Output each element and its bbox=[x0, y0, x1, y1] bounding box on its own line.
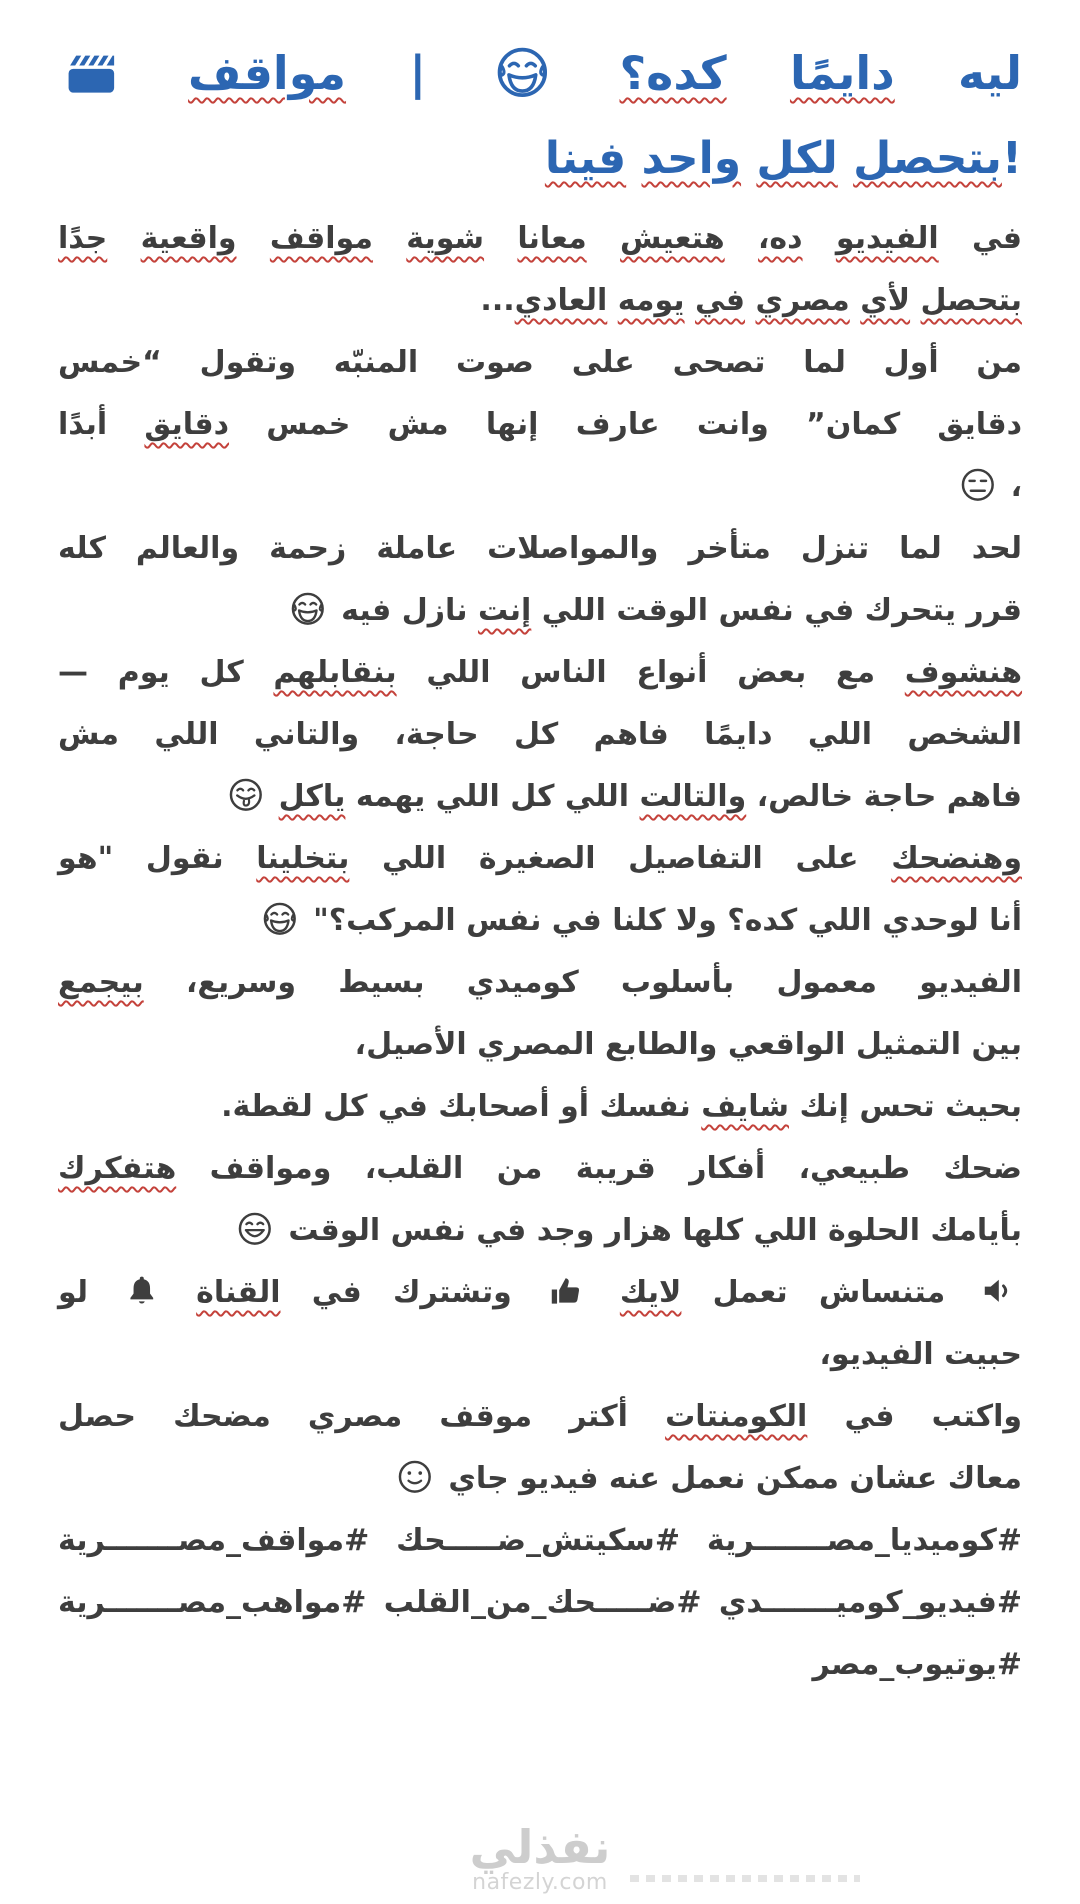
text-segment bbox=[850, 283, 860, 318]
text-segment: مع بعض أنواع الناس اللي bbox=[396, 655, 905, 690]
text-segment bbox=[587, 221, 620, 256]
text-segment bbox=[165, 1275, 196, 1310]
text-line bbox=[58, 1014, 1022, 1076]
misspelled-word: بتحصل bbox=[920, 283, 1022, 318]
text-line bbox=[58, 704, 1022, 766]
text-segment bbox=[745, 283, 755, 318]
text-segment: متنساش تعمل bbox=[681, 1275, 977, 1310]
text-segment bbox=[237, 221, 270, 256]
text-segment: على التفاصيل الصغيرة اللي bbox=[349, 841, 892, 876]
text-line bbox=[58, 1262, 1022, 1324]
text-line bbox=[58, 456, 1022, 518]
text-segment bbox=[741, 133, 756, 184]
misspelled-word: يومه bbox=[617, 283, 685, 318]
misspelled-word: معانا bbox=[517, 221, 587, 256]
face-tongue-icon bbox=[226, 775, 266, 815]
page-title bbox=[58, 34, 1022, 112]
face-smile-icon bbox=[395, 1457, 435, 1497]
misspelled-word: الفيديو bbox=[835, 221, 939, 256]
watermark-dots-decoration bbox=[630, 1875, 860, 1882]
misspelled-word: دايمًا bbox=[789, 46, 895, 100]
misspelled-word: مصري bbox=[755, 283, 850, 318]
misspelled-word: دقايق bbox=[144, 407, 230, 442]
misspelled-word: ياكل bbox=[278, 779, 346, 814]
misspelled-word: مواقف bbox=[269, 221, 373, 256]
text-segment bbox=[484, 221, 517, 256]
text-segment: بأيامك الحلوة اللي كلها هزار وجد في نفس الوقت bbox=[277, 1213, 1022, 1248]
watermark bbox=[0, 1820, 1080, 1896]
text-line bbox=[58, 1448, 1022, 1510]
text-line bbox=[58, 208, 1022, 270]
text-segment: حبيت الفيديو، bbox=[819, 1337, 1022, 1372]
text-segment bbox=[685, 283, 695, 318]
misspelled-word: هنشوف bbox=[904, 655, 1023, 690]
misspelled-word: كده؟ bbox=[619, 46, 727, 100]
description-body bbox=[58, 208, 1022, 1696]
text-segment: وتشترك في bbox=[280, 1275, 544, 1310]
text-line bbox=[58, 1324, 1022, 1386]
text-segment: نازل فيه bbox=[330, 593, 478, 628]
text-line bbox=[58, 394, 1022, 456]
text-line bbox=[58, 828, 1022, 890]
misspelled-word: وهنضحك bbox=[891, 841, 1022, 876]
misspelled-word: العادي bbox=[514, 283, 608, 318]
misspelled-word: القناة bbox=[196, 1275, 281, 1310]
text-segment: أكتر موقف مصري مضحك حصل bbox=[58, 1399, 666, 1434]
header bbox=[58, 34, 1022, 192]
text-line bbox=[58, 642, 1022, 704]
misspelled-word: لكل bbox=[756, 133, 838, 184]
misspelled-word: بتحصل bbox=[853, 133, 1002, 184]
text-segment bbox=[373, 221, 406, 256]
misspelled-word: هتعيش bbox=[620, 221, 725, 256]
text-line bbox=[58, 1386, 1022, 1448]
text-segment bbox=[838, 133, 853, 184]
text-line bbox=[58, 1200, 1022, 1262]
text-segment bbox=[607, 283, 617, 318]
text-segment: قرر يتحرك في نفس الوقت اللي bbox=[531, 593, 1022, 628]
text-segment: ، bbox=[1000, 469, 1022, 504]
text-segment: | bbox=[346, 46, 490, 100]
bell-icon bbox=[122, 1271, 162, 1311]
misspelled-word: واحد bbox=[641, 133, 742, 184]
text-line bbox=[58, 952, 1022, 1014]
text-segment bbox=[268, 779, 278, 814]
text-segment bbox=[803, 221, 836, 256]
text-line bbox=[58, 580, 1022, 642]
text-segment: #يوتيوب_مصر bbox=[812, 1647, 1022, 1682]
misspelled-word: ده، bbox=[758, 221, 803, 256]
text-segment: بحيث تحس إنك bbox=[789, 1089, 1022, 1124]
text-segment bbox=[725, 221, 758, 256]
text-segment bbox=[125, 46, 188, 100]
text-segment: #فيديو_كوميـــــــدي #ضـــــحك_من_القلب #مواهب_مصـــــــرية bbox=[58, 1585, 1022, 1620]
text-segment: ليه bbox=[894, 46, 1022, 100]
text-segment: أنا لوحدي اللي كده؟ ولا كلنا في نفس المركب؟" bbox=[302, 903, 1022, 938]
thumbs-up-icon bbox=[546, 1271, 586, 1311]
text-segment: ضحك طبيعي، أفكار قريبة من القلب، ومواقف bbox=[176, 1151, 1022, 1186]
misspelled-word: بيجمع bbox=[58, 965, 144, 1000]
face-joy-icon bbox=[288, 589, 328, 629]
misspelled-word: مواقف bbox=[188, 46, 347, 100]
misspelled-word: شوية bbox=[406, 221, 485, 256]
text-segment: ... bbox=[480, 283, 515, 318]
misspelled-word: واقعية bbox=[140, 221, 237, 256]
face-joy-icon bbox=[492, 42, 553, 103]
text-segment: #كوميديا_مصـــــــرية #سكيتش_ضـــــحك #مواقف_مصـــــــرية bbox=[58, 1523, 1022, 1558]
misspelled-word: هتفكرك bbox=[58, 1151, 177, 1186]
misspelled-word: شايف bbox=[701, 1089, 789, 1124]
misspelled-word: لايك bbox=[619, 1275, 682, 1310]
text-line bbox=[58, 332, 1022, 394]
misspelled-word: لأي bbox=[860, 283, 911, 318]
misspelled-word: في bbox=[695, 283, 746, 318]
text-segment: لحد لما تنزل متأخر والمواصلات عاملة زحمة والعالم كله bbox=[58, 531, 1022, 566]
watermark-logo: نفذلي bbox=[469, 1820, 611, 1874]
page-subtitle bbox=[58, 126, 1022, 192]
misspelled-word: بنقابلهم bbox=[273, 655, 397, 690]
face-grin-icon bbox=[235, 1209, 275, 1249]
text-segment bbox=[589, 1275, 620, 1310]
text-line bbox=[58, 270, 1022, 332]
text-segment bbox=[626, 133, 641, 184]
clapperboard-icon bbox=[61, 42, 122, 103]
text-segment: ! bbox=[1001, 133, 1022, 184]
text-segment: فاهم حاجة خالص، bbox=[746, 779, 1022, 814]
text-segment: أبدًا bbox=[58, 407, 145, 442]
text-segment bbox=[107, 221, 140, 256]
misspelled-word: بتخلينا bbox=[256, 841, 350, 876]
text-segment bbox=[727, 46, 790, 100]
watermark-domain: nafezly.com bbox=[472, 1870, 608, 1895]
text-segment: الفيديو معمول بأسلوب كوميدي بسيط وسريع، bbox=[143, 965, 1022, 1000]
text-line bbox=[58, 1510, 1022, 1572]
text-segment: لو bbox=[58, 1275, 120, 1310]
text-segment: كل يوم — bbox=[58, 655, 274, 690]
text-segment: الشخص اللي دايمًا فاهم كل حاجة، والتاني اللي مش bbox=[58, 717, 1022, 752]
text-segment: معاك عشان ممكن نعمل عنه فيديو جاي bbox=[437, 1461, 1022, 1496]
text-line bbox=[58, 1634, 1022, 1696]
misspelled-word: إنت bbox=[477, 593, 532, 628]
text-line bbox=[58, 1572, 1022, 1634]
text-segment: نقول "هو bbox=[58, 841, 257, 876]
text-line bbox=[58, 766, 1022, 828]
text-segment bbox=[556, 46, 619, 100]
misspelled-word: جدًا bbox=[58, 221, 108, 256]
text-segment: اللي كل اللي يهمه bbox=[345, 779, 640, 814]
speaker-icon bbox=[979, 1271, 1019, 1311]
text-segment: بين التمثيل الواقعي والطابع المصري الأصيل، bbox=[354, 1027, 1022, 1062]
face-joy-icon bbox=[260, 899, 300, 939]
text-line bbox=[58, 518, 1022, 580]
misspelled-word: فينا bbox=[544, 133, 627, 184]
misspelled-word: الكومنتات bbox=[665, 1399, 808, 1434]
text-segment: واكتب في bbox=[807, 1399, 1023, 1434]
text-segment bbox=[910, 283, 920, 318]
text-segment: من أول لما تصحى على صوت المنبّه وتقول “خمس bbox=[58, 345, 1022, 380]
text-line bbox=[58, 890, 1022, 952]
text-line bbox=[58, 1076, 1022, 1138]
misspelled-word: والتالت bbox=[639, 779, 747, 814]
text-segment: في bbox=[938, 221, 1023, 256]
face-expressionless-icon bbox=[958, 465, 998, 505]
text-line bbox=[58, 1138, 1022, 1200]
text-segment: دقايق كمان” وانت عارف إنها مش خمس bbox=[229, 407, 1023, 442]
text-segment: نفسك أو أصحابك في كل لقطة. bbox=[221, 1089, 702, 1124]
